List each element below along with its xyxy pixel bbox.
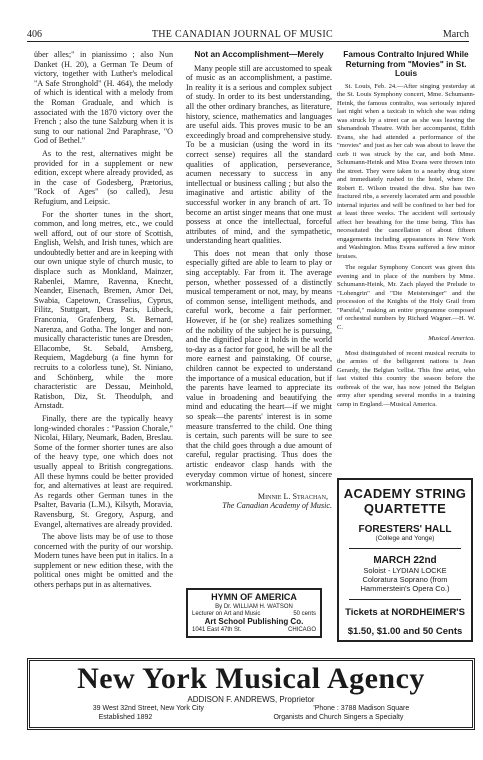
paragraph: This does not mean that only those especially gifted are able to learn to play or sing acceptably. Far from it. The average person, whether possessed of a distinctly musical temperament or not, may, by means of common sense, intelligent methods, and careful work, become a fair performer. However, if he (or she) realizes something of the nobility of the subject he is pursuing, and the dignified place it holds in the world to-day as a factor for good, he will be all the more earnest and painstaking. Of course, children cannot be expected to understand the importance of a musical education, but if the parents have learned to appreciate its value in broadening and beautifying the mind and educating the heart—if we might so speak—the parents' interest is in some measure transferred to the child. One thing is certain, such parents will be sure to see that the child goes through a due amount of careful, regular practising. Thus does the artistic endeavor clasp hands with the everyday common virtue of honest, sincere workmanship. — [186, 248, 332, 489]
ad-title-line: ACADEMY STRING — [343, 486, 467, 501]
author-affiliation: The Canadian Academy of Music. — [222, 501, 332, 511]
venue: FORESTERS' HALL — [358, 524, 452, 535]
agency-services: Organists and Church Singers a Specialty — [273, 714, 404, 721]
ticket-prices: $1.50, $1.00 and 50 Cents — [347, 626, 463, 637]
page-number: 406 — [27, 29, 42, 40]
page-header — [27, 26, 469, 42]
column-middle — [186, 50, 332, 511]
article-heading: Not an Accomplishment—Merely — [194, 49, 324, 59]
agency-name: New York Musical Agency — [77, 662, 425, 695]
ad-title: HYMN OF AMERICA — [211, 592, 297, 602]
agency-address: 39 West 32nd Street, New York City — [92, 705, 204, 712]
soloist-description: Coloratura Soprano (from Hammerstein's Opera Co.) — [360, 575, 450, 593]
paragraph: As to the rest, alternatives might be provided for in a supplement or new edition, except where already provided, as in the case of Godesberg, Prætorius, "Rock of Ages" (so called), Jesu Refugium, and Leipsic. — [34, 148, 173, 206]
ad-title-line: QUARTETTE — [363, 501, 447, 516]
column-right — [337, 50, 475, 412]
agency-proprietor: ADDISON F. ANDREWS, Proprietor — [187, 695, 315, 704]
paragraph: über alles;" in pianissimo ; also Nun Danket (H. 20), a German Te Deum of victory, together with Luther's melodical "A Safe Stronghold" (H. 464), the melody of which is identical with a melody from the Roman Graduale, and which is associated with the 1870 victory over the French ; also the tune Salzburg when it is sung to our national 2nd Paraphrase, "O God of Bethel." — [34, 50, 173, 146]
paragraph: Many people still are accustomed to speak of music as an accomplishment, a pastime. In reality it is a serious and complex subject of study. In order to its best understanding, all the other ordinary branches, as literature, history, science, mathematics and languages are useful aids. This proves music to be an exceedingly broad and comprehensive study. To be a musician (using the word in its correct sense) requires all the standard qualities of application, perseverance, acumen necessary to success in any intellectual or business calling ; but also the imaginative and artistic ability of the successful worker in any branch of art. To become an artist singer means that one must possess at once the intellectual, forceful attributes of mind, and the sympathetic, understanding heart qualities. — [186, 63, 332, 246]
divider — [349, 548, 461, 549]
soloist: Soloist - LYDIAN LOCKE — [363, 566, 447, 575]
ad-note: Lecturer on Art and Music — [192, 611, 261, 617]
hymn-advertisement — [186, 588, 322, 638]
agency-phone: 'Phone : 3788 Madison Square — [313, 705, 410, 712]
issue-month: March — [442, 29, 469, 40]
paragraph: St. Louis, Feb. 24.—After singing yesterday at the St. Louis Symphony concert, Mme. Schumann-Heink, the famous contralto, was seriously injured last night when a taxicab in which she was riding was struck by a street car as she was leaving the Shenandoah Theatre. With her accompanist, Edith Evans, she had attended a performance of the "movies" and just as her cab was about to leave the curb it was struck by the car, and both Mme. Schumann-Heink and Miss Evans were thrown into the street. They were taken to a nearby drug store and immediately rushed to the hotel, where Dr. Robert E. Wilson treated the diva. She has two fractured ribs, a severely lacerated arm and possible internal injuries and will be confined to her bed for at least three weeks. The accident will seriously affect her breathing for the time being. This has necessitated the cancellation of about fifteen engagements including appearances in New York and Washington. Miss Evans suffered a few minor bruises. — [337, 82, 475, 260]
tickets-location: Tickets at NORDHEIMER'S — [345, 607, 465, 618]
source-credit: Musical America. — [428, 335, 475, 343]
author-signature: Minnie L. Strachan, — [257, 491, 328, 501]
concert-date: MARCH 22nd — [373, 555, 437, 566]
paragraph: For the shorter tunes in the short, common, and long metres, etc., we could well afford, out of our store of Scottish, English, Welsh, and Irish tunes, which are undoubtedly better and are in keeping with our own unique style of church music, to displace such as Monkland, Mainzer, Rabenlei, Mamre, Ravenna, Knecht, Neander, Eisenach, Bremen, Amor Dei, Swabia, Capetown, Crasselius, Cyprus, Filitz, Stuttgart, Deus Pacis, Lübeck, Franconia, Grafenberg, St. Bernard, Narenza, and Gotha. The longer and non-musically characteristic tunes are Dresden, Ellacombe, St. Sebald, Arnsberg, Requiem, Magdeburg (a fine hymn for recruits to a colorless tune), St. Niniano, and Schönberg, while the more characteristic are Dessau, Meinhold, Ratisbon, Diz, St. Theodulph, and Arnstadt. — [34, 209, 173, 411]
ad-city: CHICAGO — [287, 627, 316, 633]
concert-advertisement — [337, 478, 473, 642]
ad-publisher: Art School Publishing Co. — [204, 617, 304, 626]
paragraph: Finally, there are the typically heavy long-winded chorales : "Passion Chorale," Nicolai, Hilary, Neumark, Baden, Breslau. Some of the former shorter tunes are also of the heavy type, one which does not usually appeal to British congregations. All these hymns could be better provided for, and alternatives at least are required. As regards other German tunes in the Psalter, Bavaria (L.M.), Kilsyth, Moravia, Ravensburg, St. Gregory, Aspurg, and Evangel, alternatives are already provided. — [34, 413, 173, 529]
column-left — [34, 50, 173, 593]
paragraph: The above lists may be of use to those concerned with the purity of our worship. Modern tunes have been put in italics. In a supplement or new edition these, with the political ones might be omitted and the others perhaps put in as alternatives. — [34, 532, 173, 590]
ad-author: By Dr. WILLIAM H. WATSON — [215, 604, 293, 610]
journal-title: THE CANADIAN JOURNAL OF MUSIC — [151, 29, 333, 40]
ad-address: 1041 East 47th St. — [192, 627, 242, 633]
paragraph: Most distinguished of recent musical recruits to the armies of the belligerent nations is Jean Gerardy, the Belgian 'cellist. This fine artist, who last visited this country the season before the outbreak of the war, has now joined the Belgian army after spending several months in a training camp in England.—Musical America. — [337, 349, 475, 408]
divider — [349, 599, 461, 600]
venue-subtitle: (College and Yonge) — [375, 535, 435, 542]
paragraph: The regular Symphony Concert was given this evening and in place of the numbers by Mme. Schumann-Heink, Mr. Zach played the Prelude to "Lohengrin" and "Die Meistersinger" and the procession of the Knights of the Holy Grail from "Parsifal," making an entire programme composed of orchestral numbers by Richard Wagner.—H. W. C. — [337, 264, 475, 331]
ad-price: 50 cents — [293, 611, 316, 617]
agency-established: Established 1892 — [98, 714, 153, 721]
agency-advertisement — [27, 658, 475, 730]
article-heading: Famous Contralto Injured While Returning from "Movies" in St. Louis — [343, 49, 469, 79]
